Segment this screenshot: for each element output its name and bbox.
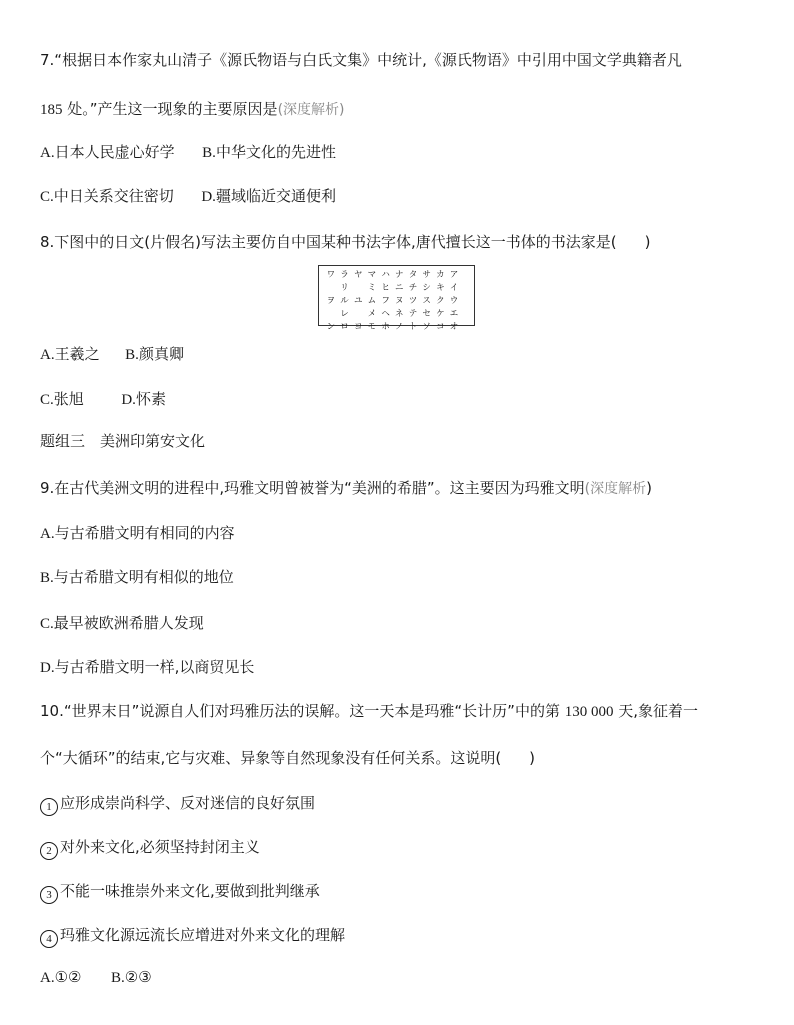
q8-stem: 8.下图中的日文(片假名)写法主要仿自中国某种书法字体,唐代擅长这一书体的书法家是( ) <box>40 233 651 251</box>
q7-options-cd: C.中日关系交往密切 D.疆域临近交通便利 <box>40 187 336 205</box>
q7-option-c: 中日关系交往密切 <box>53 187 174 205</box>
kana-row <box>324 295 461 308</box>
kana-cell: セ <box>422 309 431 319</box>
group3-title: 题组三 美洲印第安文化 <box>40 432 206 450</box>
q7-stem-line2: 185 处。”产生这一现象的主要原因是(深度解析) <box>40 100 345 118</box>
q10-options <box>40 967 152 988</box>
kana-cell: エ <box>449 309 459 319</box>
circled-number: 2 <box>40 842 58 860</box>
kana-cell: ツ <box>408 296 418 306</box>
q9-option-b: 与古希腊文明有相似的地位 <box>53 568 234 586</box>
kana-cell: リ <box>340 283 349 293</box>
kana-row <box>324 308 461 321</box>
kana-cell: ト <box>408 322 418 332</box>
q8-option-a: 王羲之 <box>54 345 100 363</box>
kana-cell: ユ <box>353 296 363 306</box>
kana-cell: ヒ <box>381 283 390 293</box>
kana-cell: ケ <box>436 309 445 319</box>
q8-option-d: 怀素 <box>135 390 166 408</box>
kana-cell: ハ <box>381 270 390 280</box>
kana-cell <box>351 308 365 321</box>
q9-option-a-line: A.与古希腊文明有相同的内容 <box>40 524 235 542</box>
kana-cell: ワ <box>326 270 336 280</box>
kana-cell: ヌ <box>395 296 404 306</box>
kana-cell <box>324 282 338 295</box>
kana-cell: ホ <box>381 322 390 332</box>
q7-option-a: 日本人民虚心好学 <box>54 143 175 161</box>
q7-stem-line1: 7.“根据日本作家丸山清子《源氏物语与白氏文集》中统计,《源氏物语》中引用中国文学典籍者凡 <box>40 51 682 69</box>
circled-number: 3 <box>40 886 58 904</box>
kana-cell <box>351 282 365 295</box>
q7-options-ab: A.日本人民虚心好学 B.中华文化的先进性 <box>40 143 336 161</box>
kana-cell: モ <box>367 322 377 332</box>
q7-option-b: 中华文化的先进性 <box>215 143 336 161</box>
q9-option-b-line: B.与古希腊文明有相似的地位 <box>40 568 234 586</box>
kana-cell: コ <box>436 322 445 332</box>
q8-option-b: 颜真卿 <box>138 345 184 363</box>
kana-cell: ノ <box>395 322 404 332</box>
kana-cell: テ <box>408 309 418 319</box>
kana-cell: ソ <box>422 322 431 332</box>
q9-stem: 9.在古代美洲文明的进程中,玛雅文明曾被誉为“美洲的希腊”。这主要因为玛雅文明(深度解析) <box>40 479 652 497</box>
kana-cell: ス <box>422 296 431 306</box>
q9-deep-analysis-tag: (深度解析 <box>584 481 647 497</box>
kana-cell: ヤ <box>353 270 363 280</box>
q9-option-d: 与古希腊文明一样,以商贸见长 <box>54 658 255 676</box>
q8-option-c: 张旭 <box>53 390 84 408</box>
kana-cell: シ <box>422 283 431 293</box>
kana-row <box>324 321 461 334</box>
kana-cell: ア <box>449 270 459 280</box>
kana-cell: ニ <box>395 283 404 293</box>
kana-cell: オ <box>449 322 459 332</box>
q10-item-2: 2 对外来文化,必须坚持封闭主义 <box>40 837 260 860</box>
kana-cell: ラ <box>340 270 349 280</box>
q10-option-b: B.②③ <box>111 970 152 986</box>
q10-stem-line1: 10.“世界末日”说源自人们对玛雅历法的误解。这一天本是玛雅“长计历”中的第 130 000 天,象征着一 <box>40 702 699 720</box>
q9-option-c-line: C.最早被欧洲希腊人发现 <box>40 614 204 632</box>
kana-cell: ネ <box>395 309 404 319</box>
kana-cell: フ <box>381 296 390 306</box>
q9-option-c: 最早被欧洲希腊人发现 <box>53 614 204 632</box>
q10-item-3: 3 不能一味推崇外来文化,要做到批判继承 <box>40 881 320 904</box>
kana-cell: ヘ <box>381 309 390 319</box>
kana-cell: ミ <box>367 283 377 293</box>
kana-cell: ロ <box>340 322 349 332</box>
kana-cell: ナ <box>395 270 404 280</box>
q7-option-d: 疆域临近交通便利 <box>215 187 336 205</box>
q10-stem-line2: 个“大循环”的结束,它与灾难、异象等自然现象没有任何关系。这说明( ) <box>40 749 536 767</box>
q7-deep-analysis-tag: (深度解析) <box>277 102 345 118</box>
circled-number: 1 <box>40 798 58 816</box>
kana-cell: チ <box>408 283 418 293</box>
kana-cell: キ <box>436 283 445 293</box>
kana-cell: イ <box>449 283 459 293</box>
kana-cell: ヲ <box>326 296 336 306</box>
q10-item-4: 4 玛雅文化源远流长应增进对外来文化的理解 <box>40 925 345 948</box>
q8-options-ab: A.王羲之 B.颜真卿 <box>40 345 184 363</box>
katakana-table <box>324 269 461 334</box>
kana-cell: タ <box>408 270 418 280</box>
q8-options-cd: C.张旭 D.怀素 <box>40 390 166 408</box>
kana-cell: ル <box>340 296 349 306</box>
kana-cell: ム <box>367 296 377 306</box>
circled-number: 4 <box>40 930 58 948</box>
kana-cell: ヨ <box>353 322 363 332</box>
kana-cell: メ <box>367 309 377 319</box>
q10-option-a: A.①② <box>40 970 82 986</box>
kana-cell: ン <box>326 322 336 332</box>
q9-option-a: 与古希腊文明有相同的内容 <box>54 524 235 542</box>
kana-cell: サ <box>422 270 431 280</box>
kana-row <box>324 269 461 282</box>
kana-cell: ウ <box>449 296 459 306</box>
kana-cell <box>324 308 338 321</box>
kana-cell: ク <box>436 296 445 306</box>
katakana-chart-figure <box>318 265 475 332</box>
kana-cell: マ <box>367 270 377 280</box>
kana-cell: レ <box>340 309 349 319</box>
kana-row <box>324 282 461 295</box>
kana-cell: カ <box>436 270 445 280</box>
q10-item-1: 1 应形成崇尚科学、反对迷信的良好氛围 <box>40 793 315 816</box>
q9-option-d-line: D.与古希腊文明一样,以商贸见长 <box>40 658 255 676</box>
